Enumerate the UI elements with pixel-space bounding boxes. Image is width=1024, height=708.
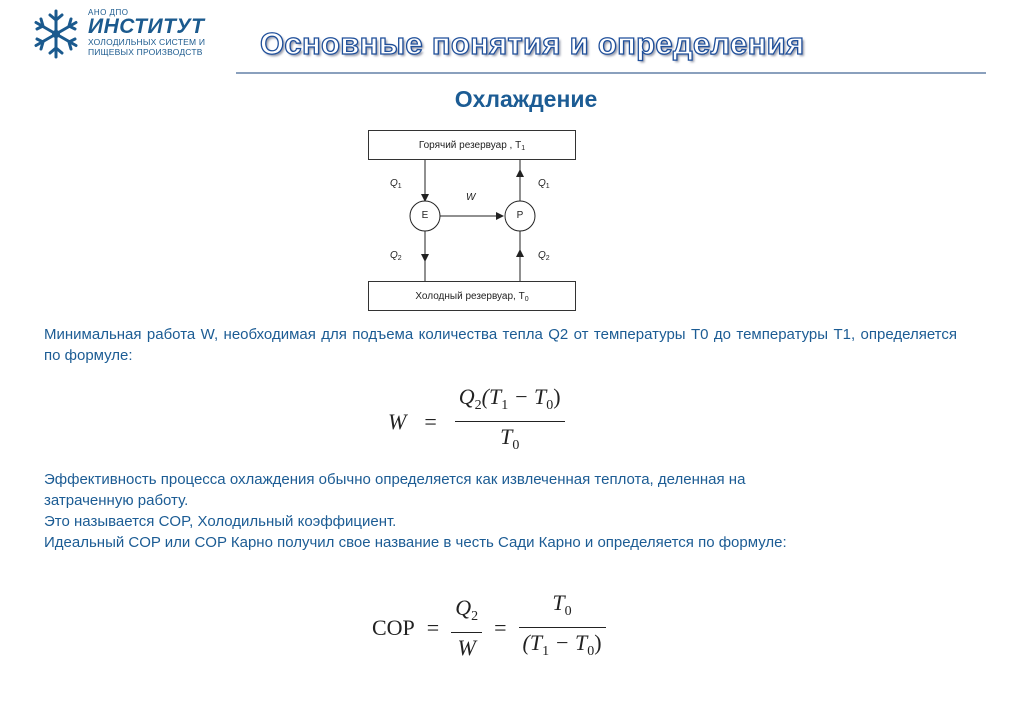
q2-right-label: $Q_2$ [538,250,550,262]
cop-formula [372,588,606,660]
formula1-fraction [455,382,565,461]
cop-paragraph-line-4: Идеальный COP или COP Карно получил свое название в честь Сади Карно и определяется по формуле: [44,534,787,551]
snowflake-icon [30,8,82,60]
cold-reservoir-label: Холодный резервуар, T [415,291,525,302]
institute-logo [30,6,220,62]
formula2-equals-1: = [426,614,440,640]
title-divider [236,72,986,74]
section-heading: Охлаждение [454,86,598,112]
pump-node-label: P [516,210,524,221]
logo-title: ИНСТИТУТ [88,15,205,38]
formula2-lhs: COP [372,614,415,640]
formula2-equals-2: = [494,614,507,640]
formula1-numerator: $Q_2(T_1 - T_0)$ [455,382,565,422]
min-work-formula [388,382,565,454]
formula2-fraction-1-denominator: W [457,634,476,660]
cop-paragraph-line-2: затраченную работу. [44,492,189,509]
cop-paragraph-line-3: Это называется COP, Холодильный коэффициент. [44,513,397,530]
formula1-equals: = [424,408,437,434]
cold-reservoir-box [368,281,576,311]
engine-node-label: E [421,210,429,221]
work-label: W [466,192,476,203]
formula1-denominator: $T_0$ [500,424,520,453]
formula2-fraction-2 [519,588,606,667]
logo-small-text: АНО ДПО [88,8,129,17]
hot-reservoir-label: Горячий резервуар , T [418,140,522,151]
logo-line-2: ПИЩЕВЫХ ПРОИЗВОДСТВ [88,47,203,57]
page-title: Основные понятия и определения [260,26,805,61]
logo-line-1: ХОЛОДИЛЬНЫХ СИСТЕМ И [88,37,206,47]
hot-reservoir-subscript: 1 [521,145,526,152]
refrigeration-diagram [368,130,578,312]
q1-right-label: $Q_1$ [538,178,550,190]
q2-left-label: $Q_2$ [390,250,402,262]
formula1-lhs: W [388,408,407,434]
q1-left-label: $Q_1$ [390,178,402,190]
cop-paragraph-line-1: Эффективность процесса охлаждения обычно определяется как извлеченная теплота, деленная на [44,471,746,488]
cold-reservoir-subscript: 0 [524,296,529,303]
formula2-fraction-1-numerator: $Q_2$ [451,593,482,633]
formula2-fraction-2-numerator: $T_0$ [519,588,606,628]
formula2-fraction-1 [451,593,482,663]
cop-paragraph [44,469,957,553]
hot-reservoir-box [368,130,576,160]
min-work-paragraph: Минимальная работа W, необходимая для подъема количества тепла Q2 от температуры T0 до температуры T1, определяется по формуле: [44,326,957,364]
formula2-fraction-2-denominator: $(T_1 - T_0)$ [522,630,602,659]
